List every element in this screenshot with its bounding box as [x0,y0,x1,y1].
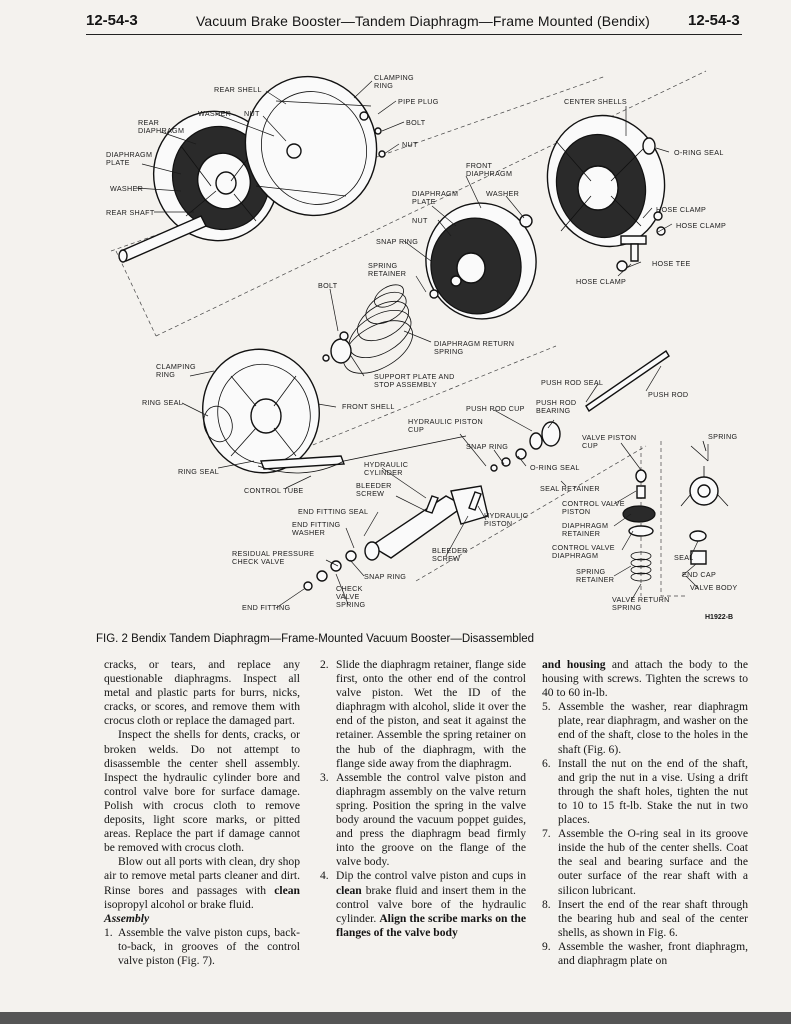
center-shells-drawing [533,102,679,260]
label-hydraulic-piston: HYDRAULIC PISTON [484,511,529,528]
label-o-ring-seal-2: O-RING SEAL [530,463,580,472]
label-spring-retainer-2: SPRING RETAINER [576,567,615,584]
numbered-step [320,658,526,771]
step-number: 8. [542,897,551,911]
label-seal-retainer: SEAL RETAINER [540,484,600,493]
rear-shaft-drawing [119,216,206,262]
label-control-tube: CONTROL TUBE [244,486,304,495]
label-residual-check-valve: RESIDUAL PRESSURE CHECK VALVE [232,549,315,566]
numbered-step [542,827,748,897]
step-number: 5. [542,700,551,714]
label-seal-right: SEAL [674,553,694,562]
header-rule [86,34,742,35]
step-number: 3. [320,770,329,784]
numbered-step [104,926,300,968]
label-rear-diaphragm: REAR DIAPHRAGM [138,118,185,135]
step-text: Slide the diaphragm retainer, flange side first, onto the other end of the control valve piston. Wet the ID of the diaphragm with alcohol, slide it over the end of the piston, and seat it against the retainer. Assemble the spring retainer on the hub of the diaphragm, with the flange side away from the diaphragm. [336,658,526,770]
label-diaphragm-retainer: DIAPHRAGM RETAINER [562,521,609,538]
label-support-plate: SUPPORT PLATE AND STOP ASSEMBLY [374,372,455,389]
page-number-right: 12-54-3 [688,12,740,29]
label-rear-shaft: REAR SHAFT [106,208,155,217]
label-end-fitting: END FITTING [242,603,291,612]
numbered-step [542,940,748,968]
numbered-step [542,757,748,827]
label-control-valve-piston: CONTROL VALVE PISTON [562,499,625,516]
step-number: 1. [104,925,113,939]
label-check-valve-spring: CHECK VALVE SPRING [336,584,366,609]
label-hose-clamp-2: HOSE CLAMP [676,221,727,230]
step-number: 2. [320,658,329,671]
label-end-cap: END CAP [682,570,717,579]
label-front-shell: FRONT SHELL [342,402,395,411]
label-bolt-top: BOLT [406,118,426,127]
label-hydraulic-piston-cup: HYDRAULIC PISTON CUP [408,417,483,434]
label-spring-retainer: SPRING RETAINER [368,261,407,278]
label-control-valve-diaphragm: CONTROL VALVE DIAPHRAGM [552,543,615,560]
step-text: Install the nut on the end of the shaft, and grip the nut in a vise. Using a drift through the shaft holes, tighten the nut to 10 to 15 ft-lb. Stake the nut in two places. [558,756,748,827]
label-push-rod-seal: PUSH ROD SEAL [541,378,604,387]
label-snap-ring-mid: SNAP RING [376,237,419,246]
label-clamping-ring-top: CLAMPING RING [374,73,414,90]
step-text: Assemble the O-ring seal in its groove inside the hub of the center shells. Coat the seal and bearing surface and the outer surface of the rear shaft with a silicon lubricant. [558,827,748,897]
label-hose-clamp-1: HOSE CLAMP [656,205,707,214]
section-heading: Assembly [104,911,150,925]
label-snap-ring-3: SNAP RING [364,572,407,581]
label-hydraulic-cylinder: HYDRAULIC CYLINDER [364,460,409,477]
label-valve-return-spring: VALVE RETURN SPRING [612,595,670,612]
label-diaphragm-plate-left: DIAPHRAGM PLATE [106,150,153,167]
page-title: Vacuum Brake Booster—Tandem Diaphragm—Frame Mounted (Bendix) [196,13,650,29]
scan-edge [0,1012,791,1024]
label-hose-tee: HOSE TEE [652,259,691,268]
step-number: 9. [542,939,551,953]
figure-code: H1922-B [705,614,734,621]
label-valve-body: VALVE BODY [690,583,738,592]
numbered-step [542,898,748,940]
step-text: Insert the end of the rear shaft through the bearing hub and seal of the center shells, as shown in Fig. 6. [558,897,748,939]
label-ring-seal-1: RING SEAL [142,398,184,407]
label-diaphragm-return-spring: DIAPHRAGM RETURN SPRING [434,339,515,356]
numbered-step [320,869,526,939]
numbered-step [542,700,748,756]
label-rear-shell: REAR SHELL [214,85,262,94]
label-push-rod-bearing: PUSH ROD BEARING [536,398,577,415]
text-column-1 [104,658,300,968]
label-nut-lower: NUT [412,216,428,225]
text-column-2 [320,658,526,940]
label-spring-right: SPRING [708,432,738,441]
label-pipe-plug: PIPE PLUG [398,97,439,106]
label-washer-top: WASHER [198,109,232,118]
step-text: Assemble the washer, front diaphragm, and diaphragm plate on [558,939,748,967]
paragraph: Blow out all ports with clean, dry shop air to remove metal parts cleaner and dirt. Rinse bores and passages with clean isopropyl alcohol or brake fluid. [104,855,300,911]
exploded-diagram [86,36,752,628]
step-text: Assemble the control valve piston and diaphragm assembly on the valve return spring. Position the spring in the valve body around the vacuum poppet guides, and press the diaphragm bead firmly into the groove on the flange of the valve body. [336,770,526,869]
assembly-axis-left [116,251,156,336]
label-bolt-mid: BOLT [318,281,338,290]
step-text: Assemble the valve piston cups, back-to-back, in grooves of the control valve piston (Fig. 7). [118,925,300,967]
label-clamping-ring-left: CLAMPING RING [156,362,196,379]
page-header [0,8,791,34]
label-washer-mid: WASHER [486,189,520,198]
paragraph: and housing and attach the body to the housing with screws. Tighten the screws to 40 to 60 in-lb. [542,658,748,700]
label-push-rod: PUSH ROD [648,390,689,399]
label-front-diaphragm: FRONT DIAPHRAGM [466,161,513,178]
label-push-rod-cup: PUSH ROD CUP [466,404,525,413]
label-bleeder-screw-1: BLEEDER SCREW [356,481,392,498]
numbered-step [320,771,526,870]
exploded-view-figure [86,36,752,628]
step-text: Dip the control valve piston and cups in clean brake fluid and insert them in the control valve bore of the hydraulic cylinder. Align the scribe marks on the flanges of the valve body [336,869,526,939]
step-number: 7. [542,827,551,841]
front-shell-drawing [189,336,344,486]
label-end-fitting-seal: END FITTING SEAL [298,507,369,516]
label-diaphragm-plate-mid: DIAPHRAGM PLATE [412,189,459,206]
label-hose-clamp-3: HOSE CLAMP [576,277,627,286]
label-ring-seal-2: RING SEAL [178,467,220,476]
paragraph: Inspect the shells for dents, cracks, or broken welds. Do not attempt to disassemble the center shell assembly. Inspect the hydraulic cylinder bore and control valve bore for surface damage. Polish with crocus cloth to remove deposits, light score marks, or pitted areas. Replace the part if damage cannot be removed with crocus cloth. [104,728,300,855]
label-valve-piston-cup: VALVE PISTON CUP [582,433,637,450]
text-column-3 [542,658,748,968]
label-o-ring-seal-top: O-RING SEAL [674,148,724,157]
step-number: 4. [320,869,329,883]
step-text: Assemble the washer, rear diaphragm plate, rear diaphragm, and washer on the end of the shaft, close to the holes in the shaft (Fig. 6). [558,700,748,756]
label-nut-top: NUT [244,109,260,118]
label-center-shells: CENTER SHELLS [564,97,628,106]
label-nut-mid: NUT [402,140,418,149]
paragraph: cracks, or tears, and replace any questionable diaphragms. Inspect all metal and plastic parts for burrs, nicks, cracks, or scores, and remove them with crocus cloth or replace the damaged part. [104,658,300,728]
label-snap-ring-2: SNAP RING [466,442,509,451]
label-washer-left: WASHER [110,184,144,193]
label-end-fitting-washer: END FITTING WASHER [292,520,341,537]
label-bleeder-screw-2: BLEEDER SCREW [432,546,468,563]
page-number-left: 12-54-3 [86,12,138,29]
step-number: 6. [542,756,551,770]
front-diaphragm-drawing [417,194,545,327]
figure-caption: FIG. 2 Bendix Tandem Diaphragm—Frame-Mounted Vacuum Booster—Disassembled [96,633,535,645]
